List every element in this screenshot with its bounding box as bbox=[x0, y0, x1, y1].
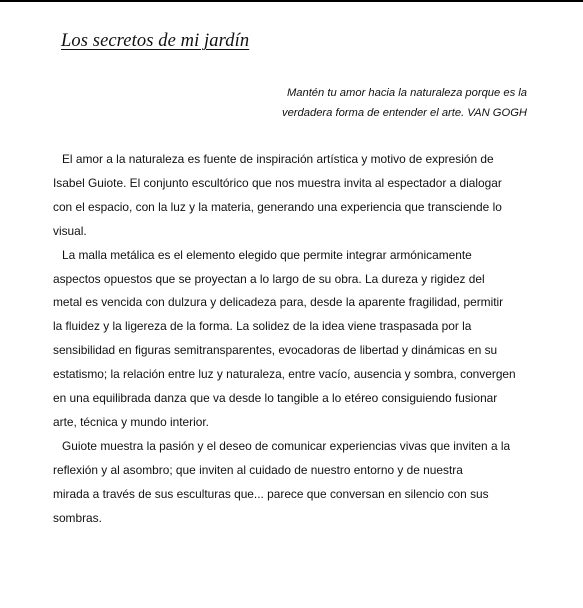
paragraph-3 bbox=[53, 435, 543, 531]
text-line: sensibilidad en figuras semitransparentes, evocadoras de libertad y dinámicas en su bbox=[53, 343, 498, 358]
text-line: El amor a la naturaleza es fuente de inspiración artística y motivo de expresión de bbox=[62, 152, 494, 166]
text-line: visual. bbox=[53, 223, 87, 238]
text-line: Isabel Guiote. El conjunto escultórico que nos muestra invita al espectador a dialogar bbox=[53, 175, 502, 190]
text-line: la fluidez y la ligereza de la forma. La solidez de la idea viene traspasada por la bbox=[53, 319, 472, 334]
body-text bbox=[53, 148, 543, 531]
text-line: sombras. bbox=[53, 510, 102, 525]
text-line: aspectos opuestos que se proyectan a lo largo de su obra. La dureza y rigidez del bbox=[53, 271, 485, 286]
top-border-rule bbox=[0, 0, 583, 2]
text-line: Guiote muestra la pasión y el deseo de comunicar experiencias vivas que inviten a la bbox=[62, 438, 511, 453]
text-line: con el espacio, con la luz y la materia, generando una experiencia que transciende lo bbox=[53, 199, 502, 214]
page-title: Los secretos de mi jardín bbox=[61, 31, 250, 51]
text-line: arte, técnica y mundo interior. bbox=[53, 414, 209, 429]
text-line: reflexión y al asombro; que inviten al cuidado de nuestro entorno y de nuestra bbox=[53, 462, 463, 477]
text-line: La malla metálica es el elemento elegido que permite integrar armónicamente bbox=[62, 247, 472, 262]
paragraph-1 bbox=[53, 148, 543, 244]
epigraph-line: Mantén tu amor hacia la naturaleza porque es la bbox=[286, 87, 527, 99]
text-line: en una equilibrada danza que va desde lo tangible a lo etéreo consiguiendo fusionar bbox=[53, 391, 498, 406]
text-line: mirada a través de sus esculturas que... parece que conversan en silencio con sus bbox=[53, 486, 489, 501]
text-line: metal es vencida con dulzura y delicadeza para, desde la aparente fragilidad, permitir bbox=[53, 295, 504, 310]
paragraph-2 bbox=[53, 244, 543, 435]
epigraph-quote bbox=[240, 83, 527, 123]
epigraph-line: verdadera forma de entender el arte. VAN GOGH bbox=[281, 107, 527, 119]
text-line: estatismo; la relación entre luz y naturaleza, entre vacío, ausencia y sombra, convergen bbox=[53, 367, 516, 382]
